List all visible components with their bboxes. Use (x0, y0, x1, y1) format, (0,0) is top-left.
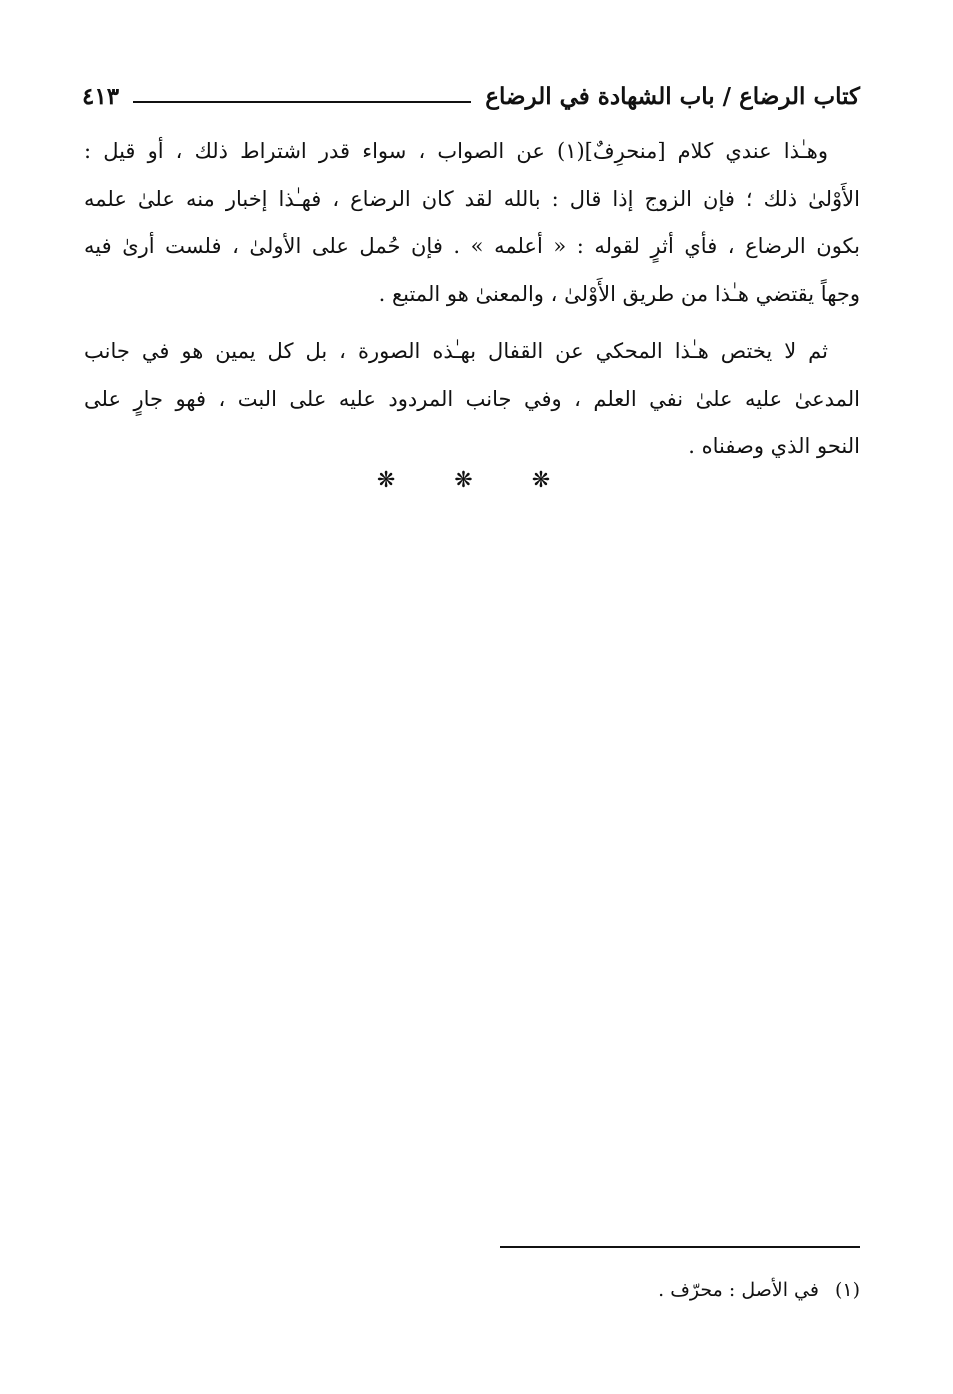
text-line: النحو الذي وصفناه . (688, 434, 860, 458)
text-line: ثم لا يختص هـٰذا المحكي عن القفال بهـٰذه الصورة ، بل كل يمين هو في جانب (84, 339, 828, 363)
footnote-marker: (١) (834, 1279, 860, 1301)
text-line: وهـٰذا عندي كلام [منحرِفٌ](١) عن الصواب ، سواء قدر اشتراط ذلك ، أو قيل : (84, 139, 828, 163)
page-number: ٤١٣ (82, 82, 120, 110)
text-line: وجهاً يقتضي هـٰذا من طريق الأَوْلىٰ ، والمعنىٰ هو المتبع . (378, 281, 860, 306)
footnote-text: في الأصل : محرّف . (658, 1279, 819, 1301)
footnote-rule (500, 1246, 860, 1248)
paragraph-1 (84, 128, 860, 318)
section-separator: ❋ ❋ ❋ (376, 468, 577, 493)
header-rule (133, 101, 471, 103)
text-line: المدعىٰ عليه علىٰ نفي العلم ، وفي جانب المردود عليه على البت ، فهو جارٍ على (84, 386, 860, 411)
text-line: بكون الرضاع ، فأي أثرٍ لقوله : « أعلمه » . فإن حُمل على الأولىٰ ، فلست أرىٰ فيه (84, 234, 860, 258)
footnote (84, 1274, 860, 1306)
body-text (84, 128, 860, 481)
running-head (82, 78, 860, 114)
text-line: الأَوْلىٰ ذلك ؛ فإن الزوج إذا قال : بالله لقد كان الرضاع ، فهـٰذا إخبار منه علىٰ علمه (84, 186, 860, 211)
running-title: كتاب الرضاع / باب الشهادة في الرضاع (485, 82, 860, 110)
paragraph-2 (84, 328, 860, 471)
